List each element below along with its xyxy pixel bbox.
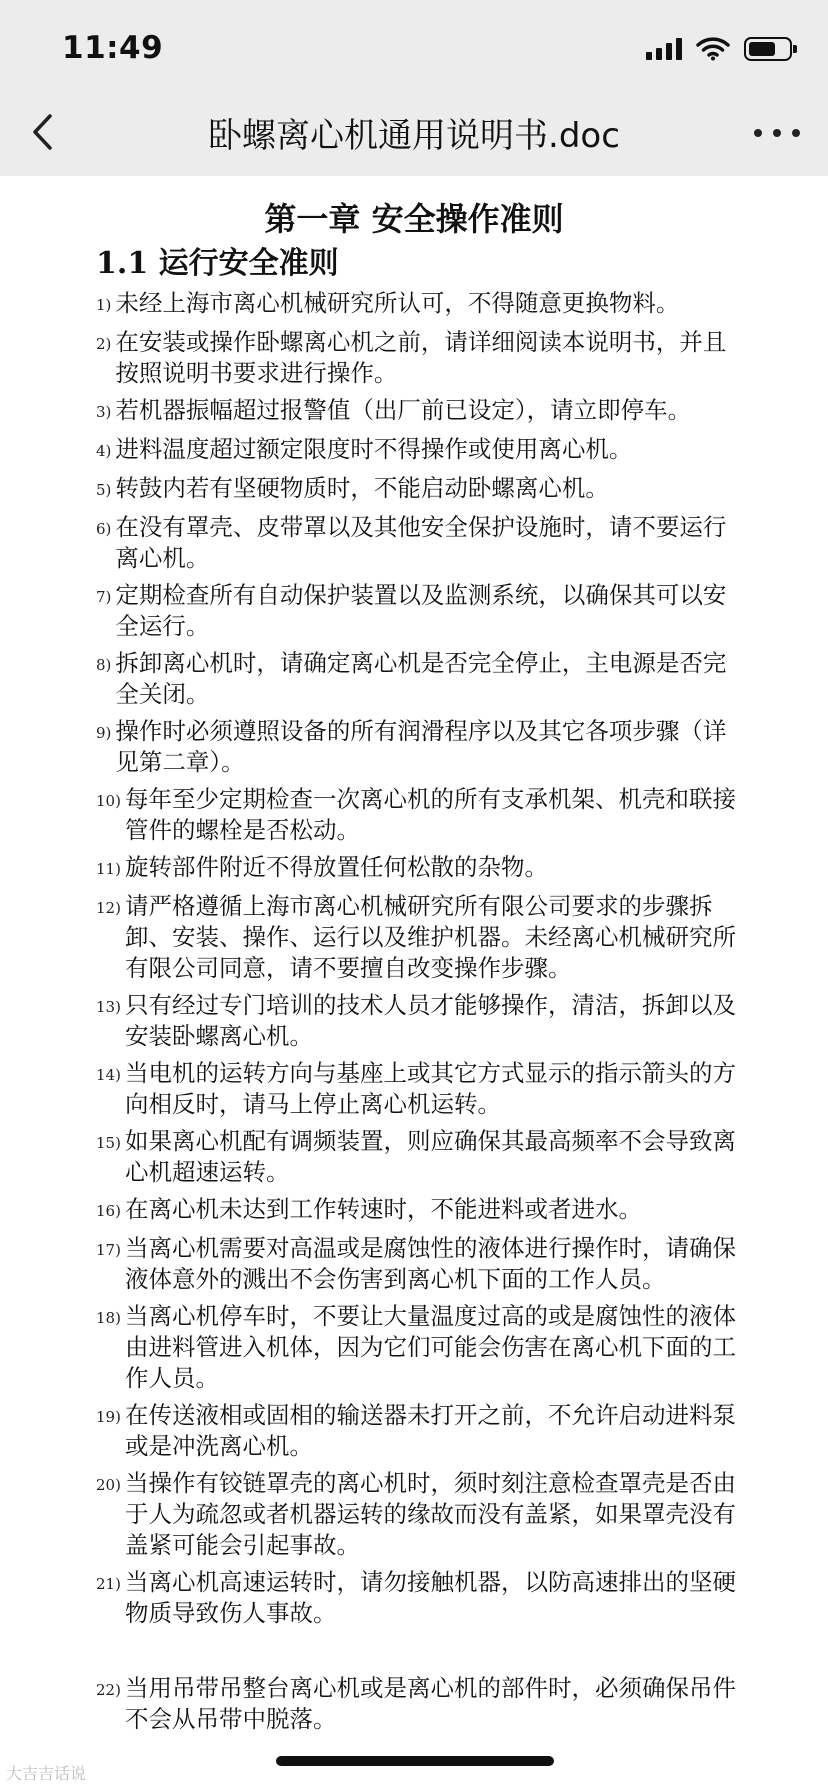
item-text: 当离心机高速运转时，请勿接触机器，以防高速排出的坚硬物质导致伤人事故。 [124,1568,736,1627]
list-item [96,434,746,467]
list-item [96,395,746,428]
item-text: 如果离心机配有调频装置，则应确保其最高频率不会导致离心机超速运转。 [124,1127,736,1186]
list-item [96,990,746,1052]
item-number: 17) [96,1241,121,1259]
list-item [96,1567,746,1629]
list-item [96,716,746,778]
back-chevron-icon[interactable] [28,112,58,152]
item-text: 请严格遵循上海市离心机械研究所有限公司要求的步骤拆卸、安装、操作、运行以及维护机器。未经离心机械研究所有限公司同意，请不要擅自改变操作步骤。 [124,892,736,982]
item-text: 在没有罩壳、皮带罩以及其他安全保护设施时，请不要运行离心机。 [115,513,727,572]
item-number: 8) [96,656,112,674]
item-number: 5) [96,481,112,499]
item-number: 1) [96,296,112,314]
item-text: 当离心机停车时，不要让大量温度过高的或是腐蚀性的液体由进料管进入机体，因为它们可能会伤害在离心机下面的工作人员。 [124,1302,736,1392]
list-item [96,852,746,885]
section-title: 1.1 运行安全准则 [96,246,339,281]
item-number: 13) [96,998,121,1016]
item-number: 6) [96,520,112,538]
item-text: 未经上海市离心机械研究所认可，不得随意更换物料。 [115,289,680,317]
list-item [96,1468,746,1561]
wifi-icon [696,37,730,61]
item-number: 21) [96,1575,121,1593]
list-item [96,327,746,389]
item-text: 定期检查所有自动保护装置以及监测系统，以确保其可以安全运行。 [115,581,727,640]
list-item [96,648,746,710]
item-number: 22) [96,1681,121,1699]
item-number: 10) [96,792,121,810]
list-item [96,473,746,506]
item-number: 14) [96,1066,121,1084]
list-item [96,288,746,321]
list-item [96,1233,746,1295]
battery-icon [744,37,792,61]
chapter-title: 第一章 安全操作准则 [264,200,564,238]
item-number: 15) [96,1134,121,1152]
item-text: 转鼓内若有坚硬物质时，不能启动卧螺离心机。 [115,474,609,502]
status-icons [646,32,792,66]
list-item [96,580,746,642]
item-text: 在安装或操作卧螺离心机之前，请详细阅读本说明书，并且按照说明书要求进行操作。 [115,328,727,387]
item-text: 当电机的运转方向与基座上或其它方式显示的指示箭头的方向相反时，请马上停止离心机运转。 [124,1059,736,1118]
item-text: 只有经过专门培训的技术人员才能够操作，清洁，拆卸以及安装卧螺离心机。 [124,991,736,1050]
item-number: 20) [96,1476,121,1494]
more-options-icon[interactable] [754,118,800,148]
item-text: 若机器振幅超过报警值（出厂前已设定），请立即停车。 [115,396,692,424]
list-item [96,891,746,984]
document-title: 卧螺离心机通用说明书.doc [208,116,620,156]
item-number: 9) [96,724,112,742]
item-number: 2) [96,335,112,353]
list-item [96,1400,746,1462]
item-number: 12) [96,899,121,917]
item-text: 当操作有铰链罩壳的离心机时，须时刻注意检查罩壳是否由于人为疏忽或者机器运转的缘故而没有盖紧，如果罩壳没有盖紧可能会引起事故。 [124,1469,736,1559]
item-text: 拆卸离心机时，请确定离心机是否完全停止，主电源是否完全关闭。 [115,649,727,708]
cellular-signal-icon [646,38,682,60]
document-content[interactable] [0,176,828,1792]
item-number: 3) [96,403,112,421]
watermark: 大吉吉话说 [6,1764,87,1783]
item-text: 在离心机未达到工作转速时，不能进料或者进水。 [124,1195,642,1223]
item-text: 每年至少定期检查一次离心机的所有支承机架、机壳和联接管件的螺栓是否松动。 [124,785,736,844]
item-number: 11) [96,860,121,878]
item-text: 操作时必须遵照设备的所有润滑程序以及其它各项步骤（详见第二章）。 [115,717,727,776]
item-text: 当离心机需要对高温或是腐蚀性的液体进行操作时，请确保液体意外的溅出不会伤害到离心机下面的工作人员。 [124,1234,736,1293]
list-item [96,512,746,574]
item-text: 在传送液相或固相的输送器未打开之前，不允许启动进料泵或是冲洗离心机。 [124,1401,736,1460]
status-time: 11:49 [62,30,164,66]
item-text: 进料温度超过额定限度时不得操作或使用离心机。 [115,435,633,463]
item-number: 4) [96,442,112,460]
list-item [96,1673,746,1735]
item-number: 16) [96,1202,121,1220]
list-item [96,784,746,846]
list-item [96,1058,746,1120]
item-number: 7) [96,588,112,606]
top-bar [0,0,828,176]
safety-rules-list [96,288,746,1741]
item-number: 18) [96,1309,121,1327]
item-text: 旋转部件附近不得放置任何松散的杂物。 [124,853,548,881]
list-item [96,1194,746,1227]
list-item [96,1126,746,1188]
home-indicator[interactable] [276,1756,554,1766]
item-text: 当用吊带吊整台离心机或是离心机的部件时，必须确保吊件不会从吊带中脱落。 [124,1674,736,1733]
list-item [96,1301,746,1394]
item-number: 19) [96,1408,121,1426]
